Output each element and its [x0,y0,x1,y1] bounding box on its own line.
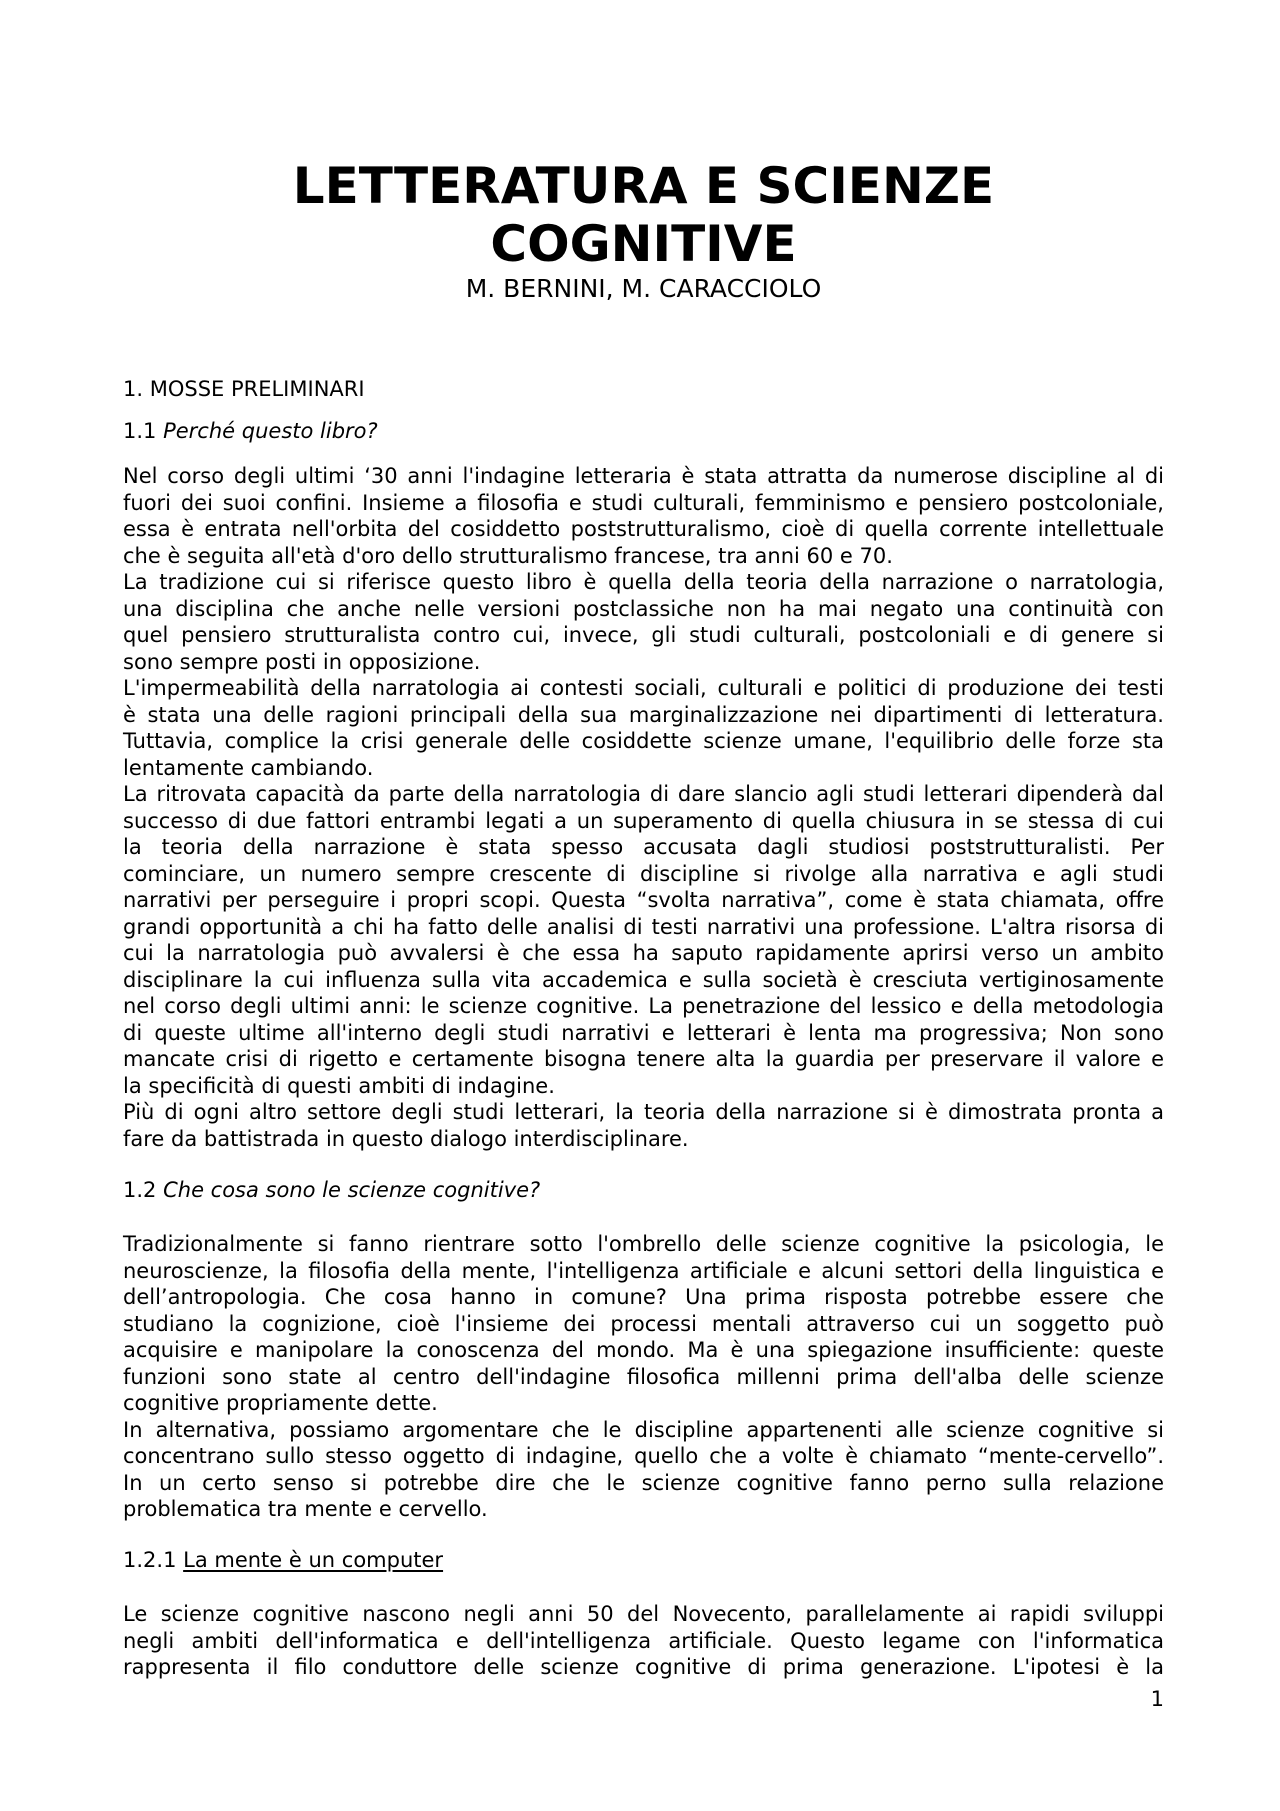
subsection-body [123,1601,1164,1681]
text-line: Tradizionalmente si fanno rientrare sotto l'ombrello delle scienze cognitive la psicologia, le [123,1232,1164,1256]
text-line: narrativi per perseguire i propri scopi. Questa “svolta narrativa”, come è stata chiamata, offre [123,888,1164,912]
text-line: In un certo senso si potrebbe dire che le scienze cognitive fanno perno sulla relazione [123,1470,1164,1495]
text-line: di queste ultime all'interno degli studi narrativi e letterari è lenta ma progressiva; Non sono [123,1020,1164,1045]
subsection-body [123,1231,1164,1523]
text-line: Più di ogni altro settore degli studi letterari, la teoria della narrazione si è dimostrata pronta a [123,1100,1164,1124]
text-line: cognitive propriamente dette. [123,1391,438,1415]
subsection-body [123,463,1164,1152]
text-line: rappresenta il filo conduttore delle scienze cognitive di prima generazione. L'ipotesi è la [123,1655,1164,1679]
document-authors: M. BERNINI, M. CARACCIOLO [465,274,822,303]
subsection-heading [123,418,1164,445]
text-line: La ritrovata capacità da parte della narratologia di dare slancio agli studi letterari dipenderà dal [123,782,1164,806]
text-line: La tradizione cui si riferisce questo libro è quella della teoria della narrazione o narratologia, [123,570,1164,594]
document-title: LETTERATURA E SCIENZE COGNITIVE [292,157,995,273]
text-line: L'impermeabilità della narratologia ai contesti sociali, culturali e politici di produzione dei testi [123,676,1164,700]
text-line: la teoria della narrazione è stata spesso accusata dagli studiosi poststrutturalisti. Per [123,835,1164,859]
text-line: Tuttavia, complice la crisi generale delle cosiddette scienze umane, l'equilibrio delle forze sta [123,729,1164,753]
paragraph [123,1417,1164,1523]
subsection-heading [123,1177,1164,1204]
subsection-number: 1.2.1 [123,1548,177,1572]
paragraph [123,781,1164,1099]
subsection-number: 1.1 [123,419,157,443]
text-line: mancate crisi di rigetto e certamente bisogna tenere alta la guardia per preservare il valore e [123,1047,1164,1071]
text-line: sono sempre posti in opposizione. [123,649,481,674]
text-line: una disciplina che anche nelle versioni postclassiche non ha mai negato una continuità con [123,596,1164,621]
title-block [123,157,1164,273]
text-line: In alternativa, possiamo argomentare che le discipline appartenenti alle scienze cognitive si [123,1417,1164,1442]
text-line: la specificità di questi ambiti di indagine. [123,1073,555,1098]
text-line: cominciare, un numero sempre crescente di discipline si rivolge alla narrativa e agli studi [123,861,1164,886]
text-line: è stata una delle ragioni principali della sua marginalizzazione nei dipartimenti di letteratura. [123,702,1164,727]
text-line: problematica tra mente e cervello. [123,1497,488,1521]
text-line: acquisire e manipolare la conoscenza del mondo. Ma è una spiegazione insufficiente: queste [123,1338,1164,1362]
text-line: disciplinare la cui influenza sulla vita accademica e sulla società è cresciuta vertiginosamente [123,967,1164,992]
paragraph [123,675,1164,781]
text-line: Le scienze cognitive nascono negli anni 50 del Novecento, parallelamente ai rapidi sviluppi [123,1602,1164,1626]
text-line: studiano la cognizione, cioè l'insieme dei processi mentali attraverso cui un soggetto può [123,1311,1164,1336]
paragraph [123,1231,1164,1417]
subsection-number: 1.2 [123,1178,157,1202]
text-line: fuori dei suoi confini. Insieme a filosofia e studi culturali, femminismo e pensiero postcoloniale, [123,490,1164,515]
page-number: 1 [1150,1687,1164,1711]
paragraph [123,463,1164,569]
text-line: successo di due fattori entrambi legati a un superamento di quella chiusura in se stessa di cui [123,808,1164,833]
text-line: concentrano sullo stesso oggetto di indagine, quello che a volte è chiamato “mente-cervello”. [123,1444,1164,1468]
text-line: grandi opportunità a chi ha fatto delle analisi di testi narrativi una professione. L'altra risorsa di [123,914,1164,939]
subsection-heading [123,1547,1164,1574]
text-line: nel corso degli ultimi anni: le scienze cognitive. La penetrazione del lessico e della metodologia [123,994,1164,1018]
section-heading: 1. MOSSE PRELIMINARI [123,377,365,401]
paragraph [123,1099,1164,1152]
text-line: negli ambiti dell'informatica e dell'intelligenza artificiale. Questo legame con l'informatica [123,1628,1164,1653]
paragraph [123,569,1164,675]
text-line: fare da battistrada in questo dialogo interdisciplinare. [123,1126,689,1151]
subsection-title: Perché questo libro? [163,419,378,443]
text-line: Nel corso degli ultimi ‘30 anni l'indagine letteraria è stata attratta da numerose discipline al di [123,464,1164,488]
text-line: dell’antropologia. Che cosa hanno in comune? Una prima risposta potrebbe essere che [123,1285,1164,1309]
subsection-title: Che cosa sono le scienze cognitive? [163,1178,541,1202]
text-line: funzioni sono state al centro dell'indagine filosofica millenni prima dell'alba delle scienze [123,1364,1164,1389]
text-line: lentamente cambiando. [123,755,374,780]
text-line: essa è entrata nell'orbita del cosiddetto poststrutturalismo, cioè di quella corrente intellettuale [123,517,1164,541]
text-line: quel pensiero strutturalista contro cui, invece, gli studi culturali, postcoloniali e di genere si [123,623,1164,647]
text-line: cui la narratologia può avvalersi è che essa ha saputo rapidamente aprirsi verso un ambito [123,941,1164,965]
subsection-title: La mente è un computer [183,1548,444,1572]
text-line: che è seguita all'età d'oro dello strutturalismo francese, tra anni 60 e 70. [123,543,893,568]
paragraph [123,1601,1164,1681]
text-line: neuroscienze, la filosofia della mente, l'intelligenza artificiale e alcuni settori della linguistica e [123,1258,1164,1283]
